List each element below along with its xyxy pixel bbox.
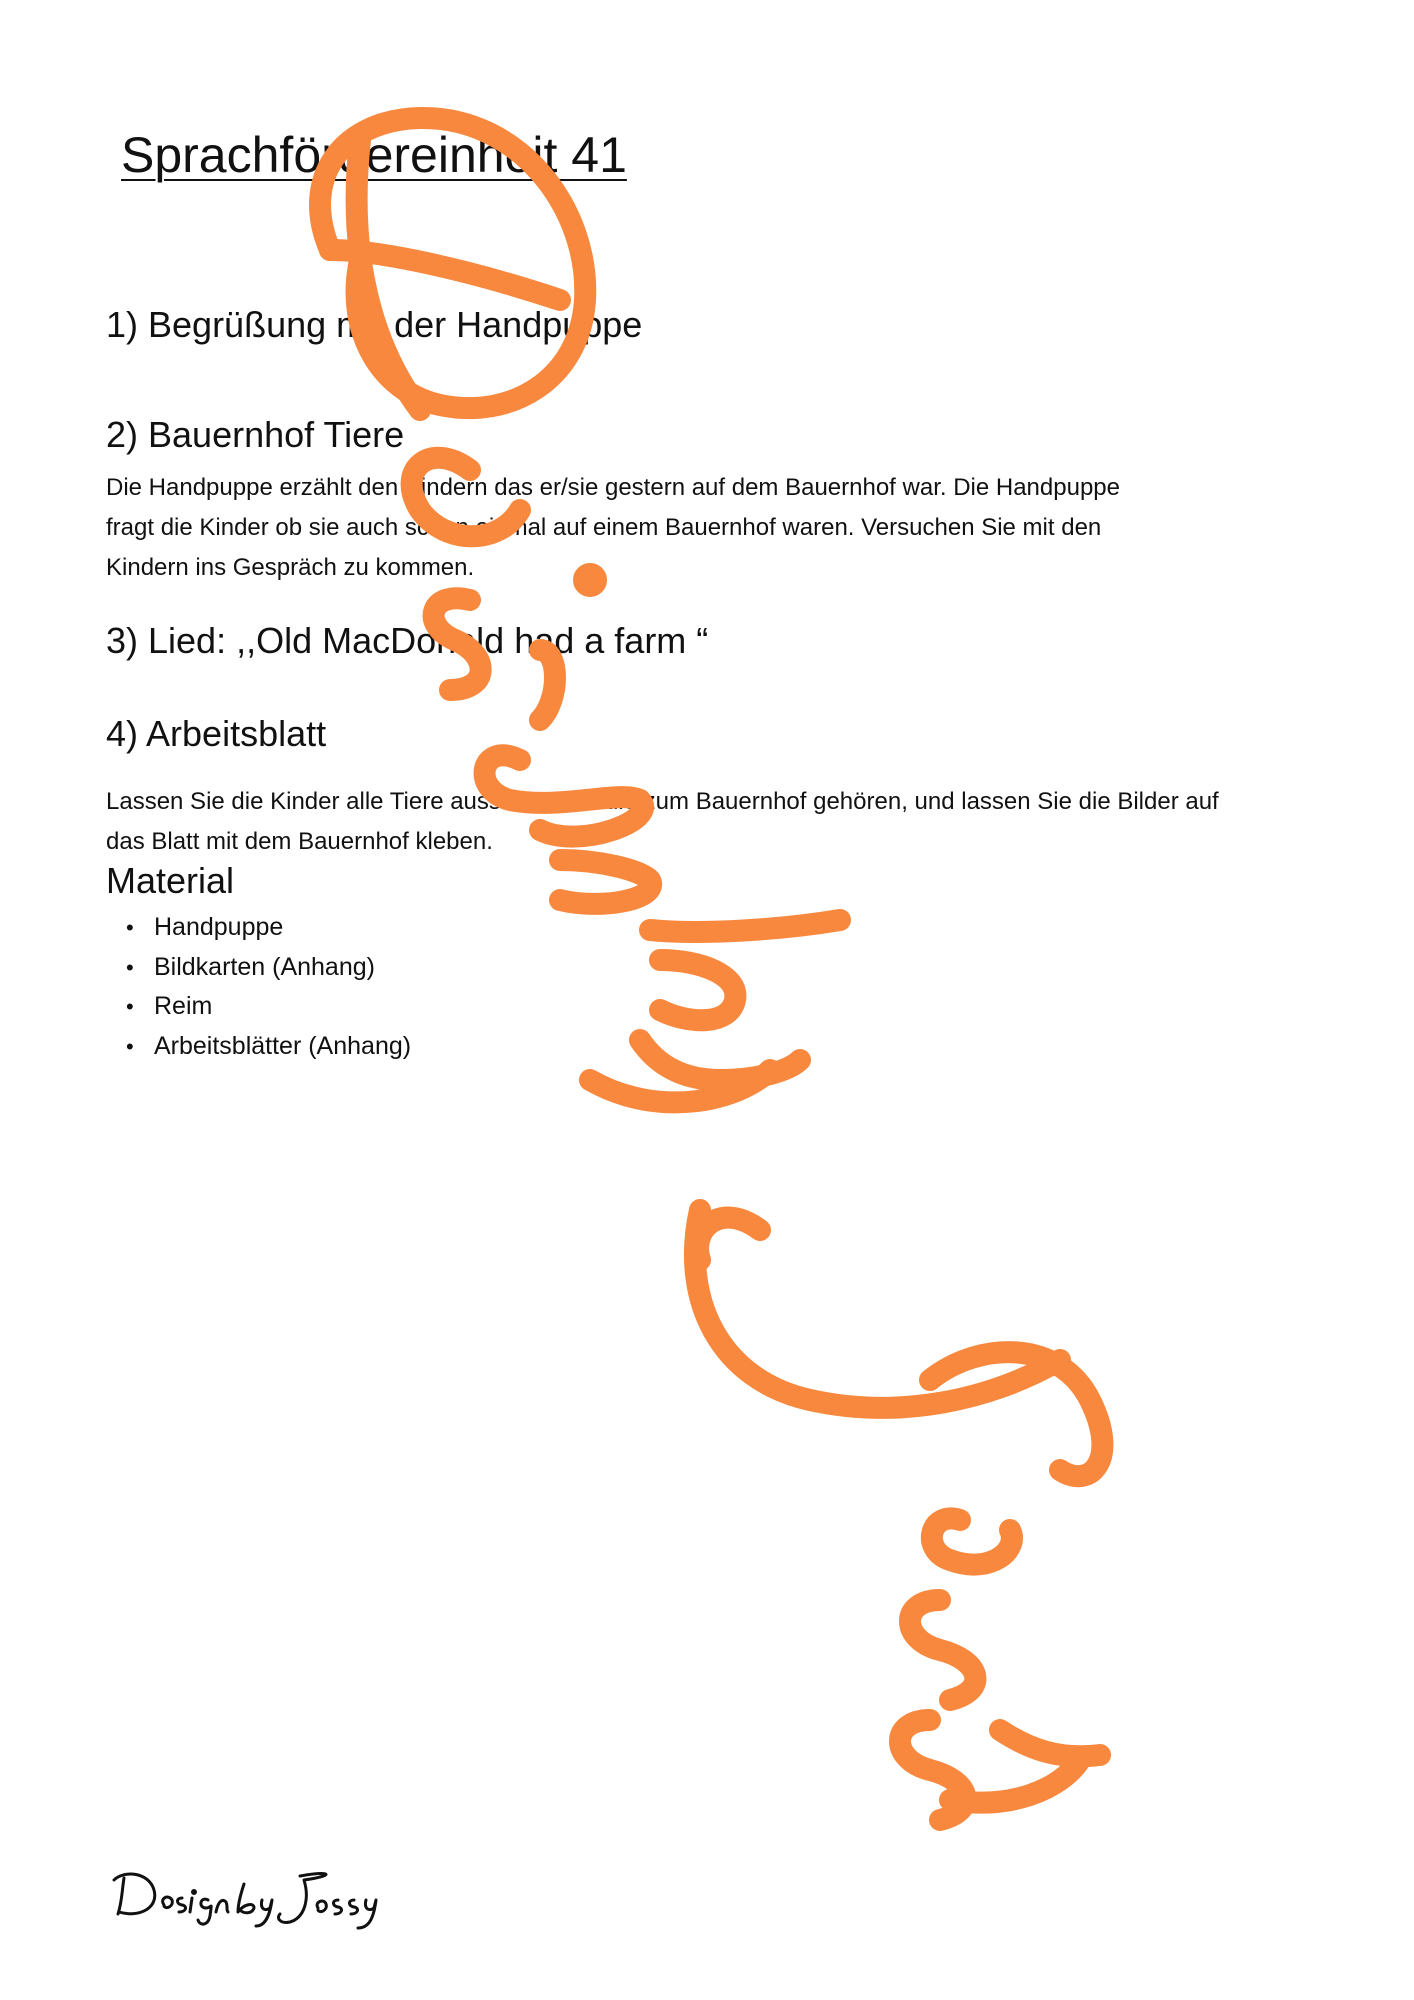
section-4-paragraph xyxy=(106,782,1326,862)
page-title: Sprachfördereinheit 41 xyxy=(121,127,627,183)
list-item: • Arbeitsblätter (Anhang) xyxy=(106,1027,411,1067)
list-item: • Bildkarten (Anhang) xyxy=(106,948,411,988)
list-item: • Reim xyxy=(106,987,411,1027)
material-heading: Material xyxy=(106,860,235,901)
list-item: • Handpuppe xyxy=(106,908,411,948)
paragraph-line: fragt die Kinder ob sie auch schon einmal auf einem Bauernhof waren. Versuchen Sie mit den xyxy=(106,514,1102,541)
material-list xyxy=(106,908,411,1066)
footer-logo xyxy=(104,1860,404,1940)
paragraph-line: Die Handpuppe erzählt den Kindern das er/sie gestern auf dem Bauernhof war. Die Handpuppe xyxy=(106,474,1120,501)
paragraph-line: Kindern ins Gespräch zu kommen. xyxy=(106,554,475,581)
section-1-heading: 1) Begrüßung mit der Handpuppe xyxy=(106,304,643,345)
section-4-heading: 4) Arbeitsblatt xyxy=(106,713,327,754)
paragraph-line: das Blatt mit dem Bauernhof kleben. xyxy=(106,828,493,855)
paragraph-line: Lassen Sie die Kinder alle Tiere ausschneiden die zum Bauernhof gehören, und lassen Sie die Bilder auf xyxy=(106,788,1219,815)
section-2-heading: 2) Bauernhof Tiere xyxy=(106,414,405,455)
section-3-heading: 3) Lied: ,,Old MacDonald had a farm “ xyxy=(106,620,709,661)
section-2-paragraph xyxy=(106,468,1326,588)
